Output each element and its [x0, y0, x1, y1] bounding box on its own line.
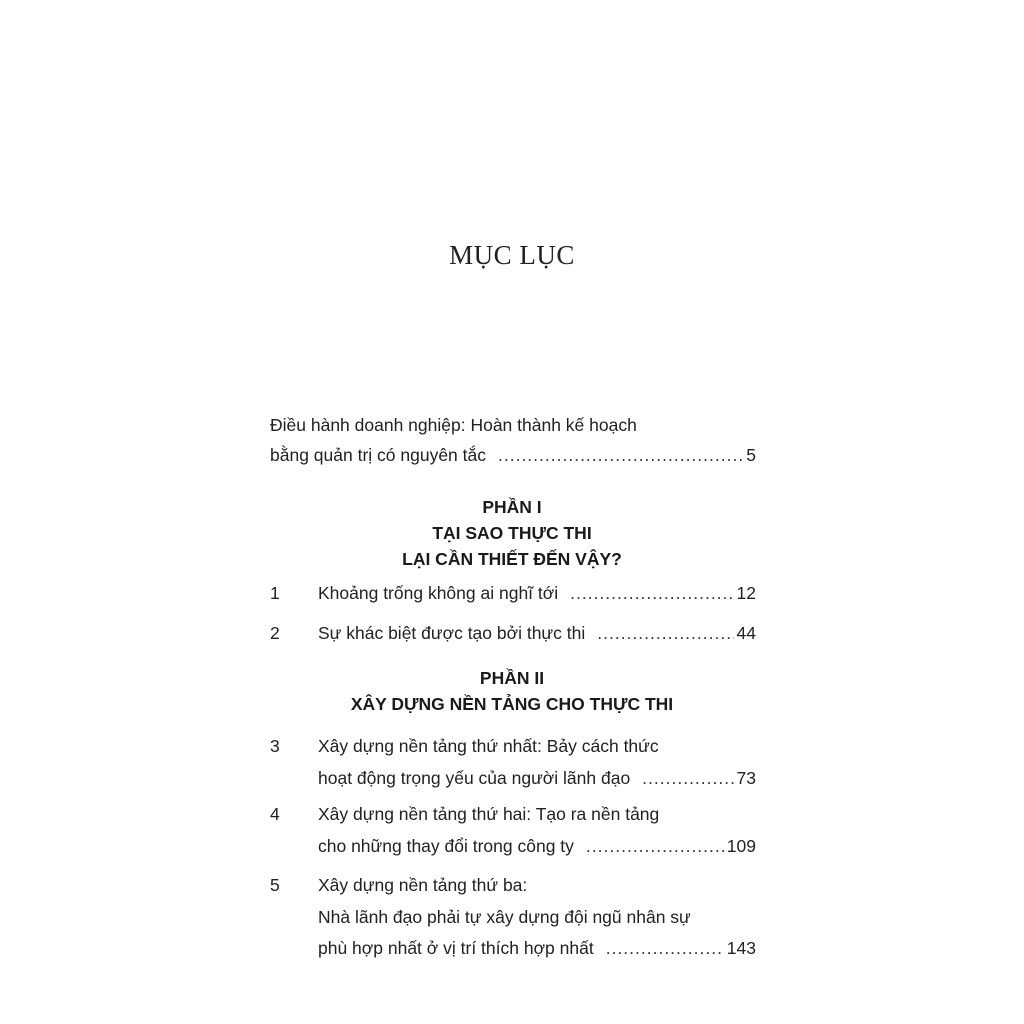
page-number: 109: [726, 836, 756, 856]
page-number: 73: [736, 768, 756, 788]
chapter-title-line-2: hoạt động trọng yếu của người lãnh đạo: [318, 768, 631, 788]
page-number: 143: [726, 938, 756, 958]
chapter-title-line-3: phù hợp nhất ở vị trí thích hợp nhất: [318, 938, 594, 958]
part-1-title-line-2: LẠI CẦN THIẾT ĐẾN VẬY?: [402, 549, 622, 569]
part-1-heading: [0, 494, 1024, 572]
chapter-number: 5: [270, 875, 280, 895]
chapter-title-line-1: Xây dựng nền tảng thứ nhất: Bảy cách thức: [318, 736, 659, 756]
toc-entry-3: [270, 730, 756, 794]
chapter-number: 4: [270, 804, 280, 824]
intro-page-number: 5: [746, 445, 756, 465]
dot-leader: [606, 933, 724, 965]
dot-leader: [586, 830, 724, 862]
chapter-number: 3: [270, 736, 280, 756]
intro-entry: [270, 410, 756, 470]
chapter-title-line-1: Xây dựng nền tảng thứ hai: Tạo ra nền tảng: [318, 804, 660, 824]
entry-5-line-3: [318, 933, 756, 965]
page-number: 12: [736, 583, 756, 603]
part-2-heading: [0, 665, 1024, 717]
intro-line-2: [270, 440, 756, 470]
dot-leader: [498, 440, 743, 470]
chapter-title-line-2: Nhà lãnh đạo phải tự xây dựng đội ngũ nhân sự: [318, 906, 691, 927]
chapter-number: 2: [270, 623, 280, 643]
dot-leader: [570, 577, 733, 609]
chapter-number: 1: [270, 583, 280, 603]
toc-entry-5: [270, 870, 756, 965]
page-number: 44: [736, 623, 756, 643]
page-title: MỤC LỤC: [449, 240, 575, 270]
chapter-title-line-2: cho những thay đổi trong công ty: [318, 836, 574, 856]
dot-leader: [642, 762, 733, 794]
intro-line-1: Điều hành doanh nghiệp: Hoàn thành kế hoạch: [270, 415, 637, 435]
entry-4-line-2: [318, 830, 756, 862]
toc-entry-1: [270, 577, 756, 609]
toc-entry-2: [270, 617, 756, 649]
entry-2-line-1: [318, 617, 756, 649]
entry-1-line-1: [318, 577, 756, 609]
part-1-title-line-1: TẠI SAO THỰC THI: [432, 523, 592, 543]
intro-line-2-text: bằng quản trị có nguyên tắc: [270, 445, 486, 465]
toc-entry-4: [270, 798, 756, 862]
part-2-label: PHẦN II: [479, 668, 545, 688]
dot-leader: [597, 617, 733, 649]
chapter-title: Sự khác biệt được tạo bởi thực thi: [318, 623, 586, 643]
part-1-label: PHẦN I: [482, 497, 542, 517]
part-2-title-line-1: XÂY DỰNG NỀN TẢNG CHO THỰC THI: [350, 694, 674, 714]
chapter-title: Khoảng trống không ai nghĩ tới: [318, 583, 559, 603]
chapter-title-line-1: Xây dựng nền tảng thứ ba:: [318, 875, 528, 895]
entry-3-line-2: [318, 762, 756, 794]
